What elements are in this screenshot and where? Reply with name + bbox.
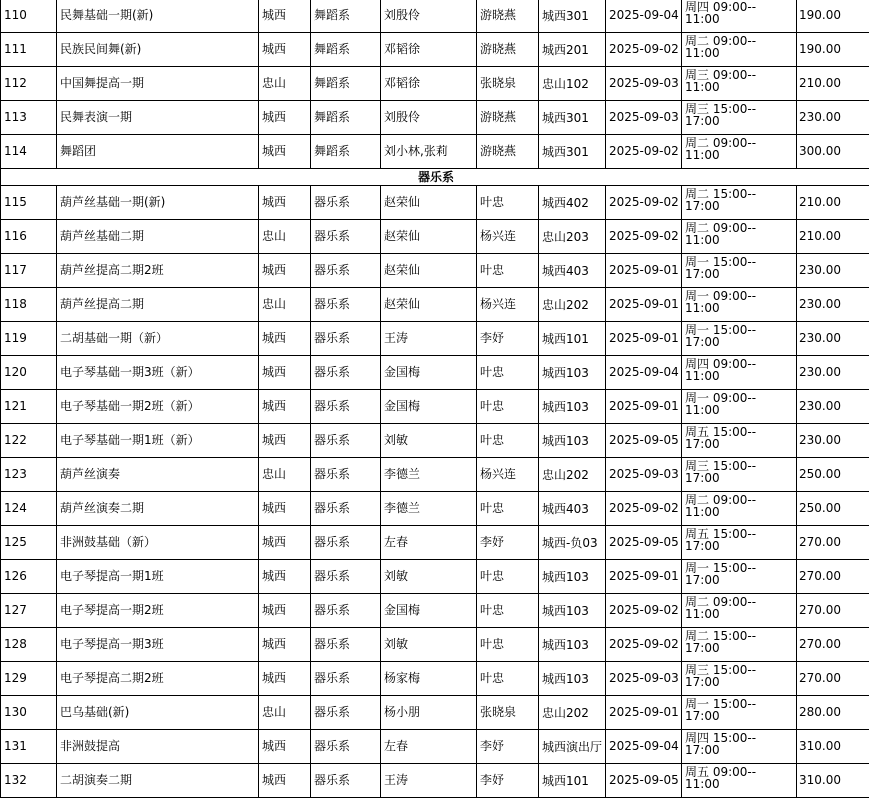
campus-cell: 城西 <box>259 560 311 594</box>
classroom-cell: 城西103 <box>539 424 606 458</box>
class-time-cell: 周五 15:00-- 17:00 <box>682 526 797 560</box>
course-number-cell: 128 <box>1 628 57 662</box>
tuition-fee-cell: 230.00 <box>797 356 869 390</box>
campus-cell: 城西 <box>259 33 311 67</box>
classroom-cell: 城西101 <box>539 764 606 798</box>
class-advisor-cell: 叶忠 <box>477 424 539 458</box>
course-name-cell: 民舞基础一期(新) <box>57 0 259 33</box>
teacher-cell: 刘敏 <box>381 628 477 662</box>
campus-cell: 城西 <box>259 322 311 356</box>
teacher-cell: 王涛 <box>381 322 477 356</box>
class-advisor-cell: 游晓燕 <box>477 101 539 135</box>
teacher-cell: 左春 <box>381 730 477 764</box>
class-time-cell: 周一 15:00-- 17:00 <box>682 254 797 288</box>
class-advisor-cell: 张晓泉 <box>477 67 539 101</box>
campus-cell: 忠山 <box>259 288 311 322</box>
teacher-cell: 刘殷伶 <box>381 0 477 33</box>
start-date-cell: 2025-09-03 <box>606 101 682 135</box>
class-time-cell: 周一 15:00-- 17:00 <box>682 322 797 356</box>
department-cell: 器乐系 <box>311 288 381 322</box>
teacher-cell: 赵荣仙 <box>381 186 477 220</box>
class-time-cell: 周二 15:00-- 17:00 <box>682 186 797 220</box>
table-row <box>1 628 869 662</box>
table-row <box>1 560 869 594</box>
table-row <box>1 67 869 101</box>
course-number-cell: 124 <box>1 492 57 526</box>
department-cell: 器乐系 <box>311 594 381 628</box>
course-number-cell: 125 <box>1 526 57 560</box>
start-date-cell: 2025-09-01 <box>606 696 682 730</box>
table-row <box>1 288 869 322</box>
course-name-cell: 二胡演奏二期 <box>57 764 259 798</box>
class-time-cell: 周二 15:00-- 17:00 <box>682 628 797 662</box>
tuition-fee-cell: 210.00 <box>797 220 869 254</box>
department-cell: 器乐系 <box>311 322 381 356</box>
classroom-cell: 城西101 <box>539 322 606 356</box>
classroom-cell: 城西301 <box>539 135 606 169</box>
campus-cell: 城西 <box>259 254 311 288</box>
tuition-fee-cell: 230.00 <box>797 424 869 458</box>
tuition-fee-cell: 300.00 <box>797 135 869 169</box>
class-time-cell: 周一 15:00-- 17:00 <box>682 696 797 730</box>
classroom-cell: 城西103 <box>539 560 606 594</box>
table-row <box>1 492 869 526</box>
start-date-cell: 2025-09-03 <box>606 458 682 492</box>
start-date-cell: 2025-09-05 <box>606 764 682 798</box>
classroom-cell: 忠山202 <box>539 458 606 492</box>
department-cell: 器乐系 <box>311 730 381 764</box>
department-cell: 舞蹈系 <box>311 101 381 135</box>
department-cell: 器乐系 <box>311 356 381 390</box>
start-date-cell: 2025-09-01 <box>606 390 682 424</box>
course-number-cell: 111 <box>1 33 57 67</box>
course-name-cell: 民舞表演一期 <box>57 101 259 135</box>
course-name-cell: 二胡基础一期（新） <box>57 322 259 356</box>
classroom-cell: 忠山202 <box>539 288 606 322</box>
campus-cell: 城西 <box>259 135 311 169</box>
teacher-cell: 王涛 <box>381 764 477 798</box>
class-time-cell: 周三 15:00-- 17:00 <box>682 662 797 696</box>
teacher-cell: 刘敏 <box>381 424 477 458</box>
class-time-cell: 周二 09:00-- 11:00 <box>682 33 797 67</box>
course-number-cell: 132 <box>1 764 57 798</box>
class-time-cell: 周一 09:00-- 11:00 <box>682 390 797 424</box>
class-time-cell: 周三 09:00-- 11:00 <box>682 67 797 101</box>
course-name-cell: 电子琴基础一期2班（新） <box>57 390 259 424</box>
department-cell: 舞蹈系 <box>311 0 381 33</box>
course-name-cell: 非洲鼓提高 <box>57 730 259 764</box>
campus-cell: 城西 <box>259 628 311 662</box>
course-number-cell: 118 <box>1 288 57 322</box>
section-title: 器乐系 <box>1 169 869 186</box>
tuition-fee-cell: 270.00 <box>797 594 869 628</box>
class-advisor-cell: 叶忠 <box>477 492 539 526</box>
classroom-cell: 城西103 <box>539 628 606 662</box>
start-date-cell: 2025-09-05 <box>606 526 682 560</box>
course-name-cell: 电子琴基础一期3班（新） <box>57 356 259 390</box>
classroom-cell: 忠山203 <box>539 220 606 254</box>
campus-cell: 忠山 <box>259 696 311 730</box>
classroom-cell: 城西402 <box>539 186 606 220</box>
campus-cell: 忠山 <box>259 458 311 492</box>
table-row <box>1 696 869 730</box>
class-time-cell: 周二 09:00-- 11:00 <box>682 135 797 169</box>
campus-cell: 城西 <box>259 492 311 526</box>
course-number-cell: 114 <box>1 135 57 169</box>
class-advisor-cell: 李妤 <box>477 764 539 798</box>
class-time-cell: 周一 15:00-- 17:00 <box>682 560 797 594</box>
class-time-cell: 周三 15:00-- 17:00 <box>682 101 797 135</box>
class-advisor-cell: 叶忠 <box>477 628 539 662</box>
course-number-cell: 113 <box>1 101 57 135</box>
class-advisor-cell: 叶忠 <box>477 560 539 594</box>
start-date-cell: 2025-09-02 <box>606 220 682 254</box>
campus-cell: 城西 <box>259 424 311 458</box>
start-date-cell: 2025-09-04 <box>606 730 682 764</box>
course-number-cell: 127 <box>1 594 57 628</box>
course-number-cell: 117 <box>1 254 57 288</box>
start-date-cell: 2025-09-02 <box>606 492 682 526</box>
start-date-cell: 2025-09-01 <box>606 560 682 594</box>
table-row <box>1 220 869 254</box>
table-row <box>1 390 869 424</box>
course-number-cell: 115 <box>1 186 57 220</box>
campus-cell: 城西 <box>259 390 311 424</box>
department-cell: 器乐系 <box>311 628 381 662</box>
table-body-dance <box>1 0 869 169</box>
campus-cell: 城西 <box>259 730 311 764</box>
teacher-cell: 刘小林,张莉 <box>381 135 477 169</box>
classroom-cell: 城西103 <box>539 662 606 696</box>
campus-cell: 忠山 <box>259 220 311 254</box>
class-advisor-cell: 叶忠 <box>477 186 539 220</box>
class-time-cell: 周四 09:00-- 11:00 <box>682 0 797 33</box>
tuition-fee-cell: 230.00 <box>797 254 869 288</box>
teacher-cell: 李德兰 <box>381 458 477 492</box>
start-date-cell: 2025-09-03 <box>606 662 682 696</box>
department-cell: 器乐系 <box>311 492 381 526</box>
course-number-cell: 126 <box>1 560 57 594</box>
teacher-cell: 赵荣仙 <box>381 288 477 322</box>
course-number-cell: 110 <box>1 0 57 33</box>
table-row <box>1 322 869 356</box>
classroom-cell: 城西103 <box>539 356 606 390</box>
table-row <box>1 662 869 696</box>
tuition-fee-cell: 280.00 <box>797 696 869 730</box>
department-cell: 器乐系 <box>311 390 381 424</box>
course-name-cell: 葫芦丝演奏 <box>57 458 259 492</box>
teacher-cell: 邓韬徐 <box>381 33 477 67</box>
campus-cell: 城西 <box>259 356 311 390</box>
campus-cell: 城西 <box>259 526 311 560</box>
class-advisor-cell: 叶忠 <box>477 594 539 628</box>
table-row <box>1 594 869 628</box>
teacher-cell: 赵荣仙 <box>381 220 477 254</box>
class-advisor-cell: 杨兴连 <box>477 220 539 254</box>
course-number-cell: 120 <box>1 356 57 390</box>
class-advisor-cell: 叶忠 <box>477 356 539 390</box>
department-cell: 器乐系 <box>311 424 381 458</box>
class-advisor-cell: 游晓燕 <box>477 135 539 169</box>
campus-cell: 城西 <box>259 186 311 220</box>
department-cell: 器乐系 <box>311 662 381 696</box>
department-cell: 器乐系 <box>311 696 381 730</box>
course-name-cell: 葫芦丝提高二期2班 <box>57 254 259 288</box>
classroom-cell: 城西301 <box>539 0 606 33</box>
table-row <box>1 424 869 458</box>
course-name-cell: 葫芦丝提高二期 <box>57 288 259 322</box>
tuition-fee-cell: 270.00 <box>797 662 869 696</box>
class-advisor-cell: 张晓泉 <box>477 696 539 730</box>
department-cell: 器乐系 <box>311 764 381 798</box>
start-date-cell: 2025-09-01 <box>606 322 682 356</box>
course-name-cell: 非洲鼓基础（新） <box>57 526 259 560</box>
tuition-fee-cell: 230.00 <box>797 101 869 135</box>
tuition-fee-cell: 250.00 <box>797 492 869 526</box>
class-time-cell: 周三 15:00-- 17:00 <box>682 458 797 492</box>
start-date-cell: 2025-09-02 <box>606 33 682 67</box>
class-advisor-cell: 李妤 <box>477 322 539 356</box>
start-date-cell: 2025-09-04 <box>606 356 682 390</box>
department-cell: 舞蹈系 <box>311 33 381 67</box>
course-number-cell: 121 <box>1 390 57 424</box>
teacher-cell: 金国梅 <box>381 356 477 390</box>
class-time-cell: 周二 09:00-- 11:00 <box>682 492 797 526</box>
classroom-cell: 城西103 <box>539 390 606 424</box>
course-name-cell: 葫芦丝演奏二期 <box>57 492 259 526</box>
tuition-fee-cell: 230.00 <box>797 322 869 356</box>
campus-cell: 城西 <box>259 594 311 628</box>
section-row-group <box>1 169 869 186</box>
course-name-cell: 民族民间舞(新) <box>57 33 259 67</box>
course-name-cell: 电子琴提高一期1班 <box>57 560 259 594</box>
department-cell: 器乐系 <box>311 220 381 254</box>
tuition-fee-cell: 270.00 <box>797 560 869 594</box>
start-date-cell: 2025-09-02 <box>606 594 682 628</box>
course-number-cell: 112 <box>1 67 57 101</box>
class-time-cell: 周五 09:00-- 11:00 <box>682 764 797 798</box>
campus-cell: 忠山 <box>259 67 311 101</box>
course-number-cell: 119 <box>1 322 57 356</box>
table-row <box>1 730 869 764</box>
table-row <box>1 356 869 390</box>
department-cell: 器乐系 <box>311 560 381 594</box>
department-cell: 舞蹈系 <box>311 67 381 101</box>
class-advisor-cell: 叶忠 <box>477 662 539 696</box>
course-name-cell: 电子琴基础一期1班（新） <box>57 424 259 458</box>
teacher-cell: 刘敏 <box>381 560 477 594</box>
class-advisor-cell: 杨兴连 <box>477 458 539 492</box>
teacher-cell: 金国梅 <box>381 390 477 424</box>
classroom-cell: 忠山202 <box>539 696 606 730</box>
start-date-cell: 2025-09-02 <box>606 186 682 220</box>
class-time-cell: 周五 15:00-- 17:00 <box>682 424 797 458</box>
class-time-cell: 周二 09:00-- 11:00 <box>682 220 797 254</box>
tuition-fee-cell: 270.00 <box>797 526 869 560</box>
tuition-fee-cell: 230.00 <box>797 288 869 322</box>
tuition-fee-cell: 190.00 <box>797 0 869 33</box>
start-date-cell: 2025-09-02 <box>606 628 682 662</box>
table-row <box>1 764 869 798</box>
department-cell: 器乐系 <box>311 458 381 492</box>
start-date-cell: 2025-09-02 <box>606 135 682 169</box>
course-number-cell: 123 <box>1 458 57 492</box>
classroom-cell: 城西103 <box>539 594 606 628</box>
course-number-cell: 122 <box>1 424 57 458</box>
teacher-cell: 金国梅 <box>381 594 477 628</box>
tuition-fee-cell: 210.00 <box>797 186 869 220</box>
course-number-cell: 131 <box>1 730 57 764</box>
department-cell: 器乐系 <box>311 254 381 288</box>
campus-cell: 城西 <box>259 0 311 33</box>
start-date-cell: 2025-09-04 <box>606 0 682 33</box>
tuition-fee-cell: 270.00 <box>797 628 869 662</box>
classroom-cell: 城西403 <box>539 492 606 526</box>
classroom-cell: 城西演出厅 <box>539 730 606 764</box>
course-name-cell: 中国舞提高一期 <box>57 67 259 101</box>
table-row <box>1 135 869 169</box>
classroom-cell: 城西301 <box>539 101 606 135</box>
course-number-cell: 130 <box>1 696 57 730</box>
tuition-fee-cell: 230.00 <box>797 390 869 424</box>
tuition-fee-cell: 310.00 <box>797 764 869 798</box>
classroom-cell: 忠山102 <box>539 67 606 101</box>
course-name-cell: 巴乌基础(新) <box>57 696 259 730</box>
campus-cell: 城西 <box>259 662 311 696</box>
table-body-instrumental <box>1 186 869 798</box>
course-name-cell: 电子琴提高二期2班 <box>57 662 259 696</box>
teacher-cell: 李德兰 <box>381 492 477 526</box>
department-cell: 舞蹈系 <box>311 135 381 169</box>
course-name-cell: 葫芦丝基础一期(新) <box>57 186 259 220</box>
teacher-cell: 邓韬徐 <box>381 67 477 101</box>
table-row <box>1 186 869 220</box>
course-name-cell: 电子琴提高一期2班 <box>57 594 259 628</box>
class-advisor-cell: 游晓燕 <box>477 0 539 33</box>
teacher-cell: 杨小朋 <box>381 696 477 730</box>
teacher-cell: 赵荣仙 <box>381 254 477 288</box>
table-row <box>1 458 869 492</box>
course-name-cell: 葫芦丝基础二期 <box>57 220 259 254</box>
start-date-cell: 2025-09-01 <box>606 254 682 288</box>
classroom-cell: 城西201 <box>539 33 606 67</box>
teacher-cell: 杨家梅 <box>381 662 477 696</box>
classroom-cell: 城西403 <box>539 254 606 288</box>
department-cell: 器乐系 <box>311 526 381 560</box>
table-row <box>1 526 869 560</box>
class-advisor-cell: 李妤 <box>477 526 539 560</box>
table-row <box>1 0 869 33</box>
table-row <box>1 33 869 67</box>
table-row <box>1 254 869 288</box>
class-advisor-cell: 李妤 <box>477 730 539 764</box>
class-advisor-cell: 叶忠 <box>477 254 539 288</box>
class-advisor-cell: 杨兴连 <box>477 288 539 322</box>
tuition-fee-cell: 190.00 <box>797 33 869 67</box>
start-date-cell: 2025-09-05 <box>606 424 682 458</box>
section-header-row <box>1 169 869 186</box>
department-cell: 器乐系 <box>311 186 381 220</box>
course-name-cell: 电子琴提高一期3班 <box>57 628 259 662</box>
tuition-fee-cell: 250.00 <box>797 458 869 492</box>
tuition-fee-cell: 310.00 <box>797 730 869 764</box>
class-advisor-cell: 叶忠 <box>477 390 539 424</box>
campus-cell: 城西 <box>259 101 311 135</box>
teacher-cell: 刘殷伶 <box>381 101 477 135</box>
class-time-cell: 周四 09:00-- 11:00 <box>682 356 797 390</box>
start-date-cell: 2025-09-01 <box>606 288 682 322</box>
course-number-cell: 116 <box>1 220 57 254</box>
campus-cell: 城西 <box>259 764 311 798</box>
table-row <box>1 101 869 135</box>
start-date-cell: 2025-09-03 <box>606 67 682 101</box>
course-number-cell: 129 <box>1 662 57 696</box>
class-time-cell: 周二 09:00-- 11:00 <box>682 594 797 628</box>
class-time-cell: 周四 15:00-- 17:00 <box>682 730 797 764</box>
classroom-cell: 城西-负03 <box>539 526 606 560</box>
class-advisor-cell: 游晓燕 <box>477 33 539 67</box>
teacher-cell: 左春 <box>381 526 477 560</box>
class-time-cell: 周一 09:00-- 11:00 <box>682 288 797 322</box>
course-name-cell: 舞蹈团 <box>57 135 259 169</box>
tuition-fee-cell: 210.00 <box>797 67 869 101</box>
